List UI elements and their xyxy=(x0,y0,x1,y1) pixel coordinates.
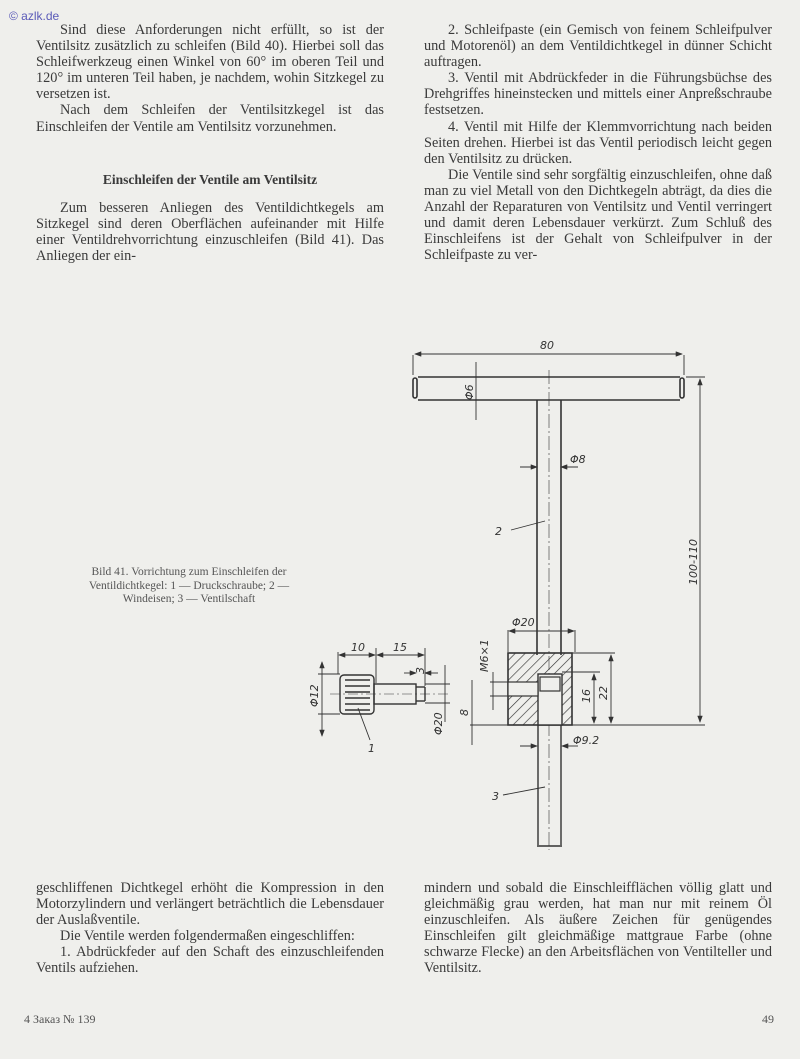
dim-phi12: Φ12 xyxy=(308,684,321,707)
ventilschaft xyxy=(537,725,562,846)
figure-caption: Bild 41. Vorrichtung zum Einschleifen der Ventildichtkegel: 1 — Druckschraube; 2 — Windeisen; 3 — Ventilschaft xyxy=(88,566,290,605)
paragraph: Die Ventile sind sehr sorgfältig einzuschleifen, ohne daß man zu viel Metall von den Dichtkegeln abträgt, da dies die Anzahl der Reparaturen von Ventilsitz und Ventil verringert und damit deren Lebensdauer verkürzt. Zum Schluß des Einschleifens ist der Gehalt von Schleifpulver in der Schleifpaste zu ver- xyxy=(424,166,772,264)
dim-phi6: Φ6 xyxy=(463,384,476,400)
paragraph: Die Ventile werden folgendermaßen eingeschliffen: xyxy=(60,928,355,945)
paragraph: Nach dem Schleifen der Ventilsitzkegel ist das Einschleifen der Ventile am Ventilsitz vorzunehmen. xyxy=(36,102,384,135)
watermark: © azlk.de xyxy=(9,9,60,23)
hub-section xyxy=(508,653,572,725)
list-item: 1. Abdrückfeder auf den Schaft des einzuschleifenden Ventils aufziehen. xyxy=(36,944,384,977)
dim-8: 8 xyxy=(458,709,471,716)
dim-16: 16 xyxy=(580,689,593,703)
dim-100-110: 100-110 xyxy=(687,539,700,585)
list-item: 3. Ventil mit Abdrückfeder in die Führungsbüchse des Drehgriffes hineinstecken und mittels einer Anpreßschraube festsetzen. xyxy=(424,70,772,119)
label-3: 3 xyxy=(492,790,499,803)
signature-mark: 4 Заказ № 139 xyxy=(24,1012,96,1026)
paragraph: mindern und sobald die Einschleifflächen völlig glatt und gleichmäßig grau werden, hat man nur mit reinem Öl einzuschleifen. Als äußere Zeichen für genügendes Einschleifen gilt gleichmäßige mattgraue Farbe (ohne schwarze Flecke) an den Arbeitsflächen von Ventilteller und Ventilsitz. xyxy=(424,880,772,977)
dim-phi20-small: Φ20 xyxy=(432,712,445,735)
paragraph: Sind diese Anforderungen nicht erfüllt, so ist der Ventilsitz zusätzlich zu schleifen (Bild 40). Hierbei soll das Schleifwerkzeug einen Winkel von 60° im oberen Teil und 120° im unteren Teil haben, je nachdem, wohin Sitzkegel zu versetzen ist. xyxy=(36,22,384,103)
label-2: 2 xyxy=(495,525,502,538)
list-item: 4. Ventil mit Hilfe der Klemmvorrichtung nach beiden Seiten drehen. Hierbei ist das Ventil periodisch leicht gegen den Ventilsitz zu drücken. xyxy=(424,118,772,167)
dim-10: 10 xyxy=(351,641,365,654)
dim-phi9-2: Φ9.2 xyxy=(573,734,600,747)
column-bottom-right xyxy=(424,880,772,977)
windeisen-handle xyxy=(413,370,684,850)
column-bottom-left xyxy=(36,880,384,977)
dim-3: 3 xyxy=(414,667,427,674)
section-heading: Einschleifen der Ventile am Ventilsitz xyxy=(102,171,318,187)
dim-phi8: Φ8 xyxy=(570,453,586,466)
dim-m6x1: M6×1 xyxy=(478,639,491,672)
list-item: 2. Schleifpaste (ein Gemisch von feinem Schleifpulver und Motorenöl) an dem Ventildichtkegel in dünner Schicht auftragen. xyxy=(424,22,772,71)
paragraph: geschliffenen Dichtkegel erhöht die Kompression in den Motorzylindern und verlängert beträchtlich die Lebensdauer der Auslaßventile. xyxy=(36,880,384,929)
dim-phi20-hub: Φ20 xyxy=(512,616,535,629)
label-1: 1 xyxy=(368,742,375,755)
page-number: 49 xyxy=(762,1012,774,1026)
druckschraube xyxy=(330,675,450,714)
paragraph: Zum besseren Anliegen des Ventildichtkegels am Sitzkegel sind deren Oberflächen aufeinander mit Hilfe einer Ventildrehvorrichtung einzuschleifen (Bild 41). Das Anliegen der ein- xyxy=(36,199,384,265)
dim-15: 15 xyxy=(393,641,407,654)
dim-80: 80 xyxy=(540,339,554,352)
dim-22: 22 xyxy=(597,686,610,700)
